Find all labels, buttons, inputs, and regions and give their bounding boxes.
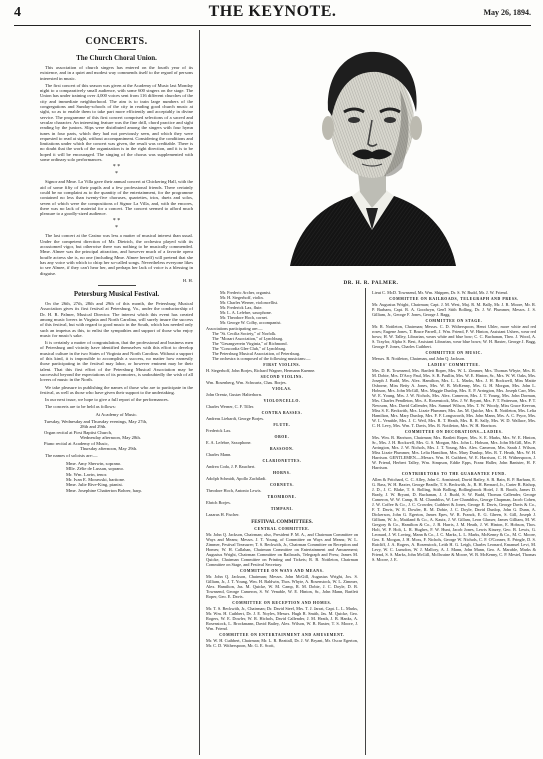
- musicians: Charles Werner, C. F. Tiller.: [206, 404, 254, 409]
- musicians: H. Siegerhoff, John Borjes, Richard Wagner, Hermann Kuenne.: [206, 368, 316, 373]
- page-number: 4: [14, 5, 21, 20]
- left-column: [40, 34, 193, 755]
- musicians: Ehrich Borjes.: [206, 500, 231, 505]
- instrument-heading: FIRST VIOLINS.: [263, 363, 301, 367]
- soloist: Mr. Wm. Lavin, tenor.: [66, 471, 108, 477]
- paragraph: Signor and Mme. La Villa gave their annual concert at Chickering Hall, with the aid of some fifty of their pupils and a few professional friends. There certainly could be no complaint as to the quantity of the entertainment, for the programme contained no less than twenty-five choruses, quartettes, trios, duets and solos, seven of which were the compositions of Signor La Villa, and, with the encores, there was no lack of material for a concert. The concert seemed to afford much pleasure to a goodly-sized audience.: [40, 179, 193, 217]
- instrument-heading: VIOLAS.: [272, 387, 292, 391]
- soloist-list: [40, 461, 193, 493]
- article-title: The Church Choral Union.: [76, 54, 157, 62]
- paragraph: It is certainly a matter of congratulation, that the professional and business men of Petersburg and vicinity have identified themselves with this effort to develop musical culture in the two States of Virginia and North Carolina. Without a support of this kind, it is impossible to accomplish a success, no matter how earnestly those participating in the festival may labor, or however eminent may be their talent. That this first effort of the Petersburg Musical Association may be successful beyond the expectations of its promoters, is undoubtedly the wish of all lovers of music in the North.: [40, 340, 193, 383]
- musicians: E. A. Lefebre, Saxophone.: [206, 440, 252, 445]
- paragraph: The last concert at the Casino was less a matter of musical interest than usual. Under the competent direction of Mr. Dietrich, the orchestra played with its accustomed vigor, but otherwise there was nothing to be musically commended. Mme. Almee was the principal attraction, and however much of a favorite opera bouffe actress she is, no one (including Mme. Almee herself) will pretend that she has any voice with which to chirp her so-called songs. Nevertheless everyone likes to see Almee, if they can't hear her, and perhaps her lack of voice is a blessing in disguise.: [40, 233, 193, 276]
- performer-list: [206, 290, 358, 325]
- musicians: John Orentz, Gustav Halterhorn.: [206, 392, 262, 397]
- orchestra-list: [206, 363, 358, 517]
- association-list: [206, 331, 358, 356]
- musicians: Lazarus H. Fischer.: [206, 512, 240, 517]
- committee-heading: COMMITTEE ON RECEPTION AND HOMES.: [232, 601, 332, 605]
- musicians: Frederick Lax.: [206, 428, 232, 433]
- column-divider: [199, 30, 200, 755]
- committee-heading: LADIES' COMMITTEE.: [427, 363, 481, 367]
- committee-text: Mr. T. S. Beckwith, Jr., Chairman; Dr. David Steel, Mrs. T. J. Jarrat, Capt. L. L. Marks, Mr. Wm. H. Cuthbert, Dr. J. E. Noyles, Messrs. Hugh R. Smith, Jas. M. Quicke, Geo. Rogers, W. E. Dowler, W. R. Hichols, David Callender, J. M. Heath, J. B. Hanks, A. Rosenstock, L. Brockmann, David Bailey, Alex. Wilson, W. B. Baxter, T. S. Moore, J. Wm. Friend.: [206, 606, 358, 631]
- instrument-heading: CONTRA BASSES.: [261, 411, 303, 415]
- committee-text: Mr. John Q. Jackson, Chairman; Messrs. John McGill, Augustus Wright, Jos. S. Gilliam, Jr., J. T. Young, Wm. H. Baldwin, Thos. Whyte, A. Rosenstock, W. L. Zimmer, Alex. Hamilton, Jas. M. Quicke, W. M. Camp, R. M. Dobie, J. C. Doyle, D. B. Townsend, George Cameron, S. W. Venable, W. E. Hinton, Sr., John Mann, Bartlett Roper, Geo. E. Davis.: [206, 574, 358, 599]
- musicians: Andreas Liebardt, George Borjes.: [206, 416, 265, 421]
- page-header: [14, 3, 531, 26]
- instrument-heading: VIOLONCELLO.: [263, 399, 301, 403]
- paragraph: We take pleasure in publishing the names of those who are to participate in the festival, as well as those who have given their support to the undertaking.: [40, 384, 193, 395]
- instrument-heading: FLUTE.: [273, 423, 291, 427]
- committee-heading: COMMITTEE ON MUSIC.: [425, 351, 483, 355]
- right-column-b: [372, 290, 536, 755]
- committee-heading: CENTRAL COMMITTEE.: [254, 527, 310, 531]
- committee-heading: CONTRIBUTORS TO THE GUARANTEE FUND.: [401, 472, 507, 476]
- section-stars: * * *: [112, 218, 121, 232]
- soloist: Mme. Julie Rive-King, pianist.: [66, 482, 123, 488]
- performer: Mr. Theodore Hoch, cornet.: [220, 315, 268, 320]
- section-stars: * * *: [112, 164, 121, 178]
- committee-text: Mrs. D. B. Townsend, Mrs. Bartlett Roper, Mrs. W. L. Zimmer, Mrs. Thomas Whyte, Mrs. R. M. Dobie, Mrs. D'Arcy Paul, Mrs. S. B. Paullin, Mrs. W. E. Hinton, Sr., Mrs. W. W. Oaks, Mrs. Joseph J. Budd, Mrs. Alex. Hamilton, Mrs. L. L. Marks, Mrs. J. H. Bockwell, Miss Mattie Osborne, Miss Betty A. Jones, Mrs. W. B. McKenny, Mrs. G. H. Morgan, Mrs. John L. Hobson, Mrs. John McGill, Mrs. Maggie Dunlop, Mrs. E. P. Arrington, Mrs. Joseph Carr, Mrs. W. E. Young, Mrs. J. W. Nichols, Mrs. Alex. Cameron, Mrs. J. T. Young, Mrs. John Dorman, Mrs. Charles Pendleton, Mrs. A. Rosenstock, Mrs. J. W. Bryant, Mrs. F. T. Patterson, Mrs. P. T. Newsom, Mrs. David Callender, Mrs. Samuel Wilson, Mrs. T. W. Woody, Miss Grace Keevan, Miss S. E. Beckwith, Mrs. Lizzie Plummer, Mrs. Jas. M. Quicke, Mrs. R. Nottleton, Mrs. Lelia Hamilton, Mrs. Mary Dunlop, Mrs. F. F. Longsworth, Mrs. John Mann, Mrs. A. C. Pryor, Mrs. W. L. Venable, Mrs. J. C. Weil, Mrs. R. T. Heath, Mrs. R. R. Sally, Mrs. W. D. Wallace, Mrs. C. H. Levy, Mrs. Wm. T. Davis, Mrs. R. Nottleton, Mrs. W. H. Harrison.: [372, 368, 536, 428]
- musicians: Charles Mann.: [206, 452, 232, 457]
- instrument-heading: BASSOON.: [270, 447, 294, 451]
- committees-title: FESTIVAL COMMITTEES.: [251, 520, 313, 525]
- soloist: Mme. Amy Sherwin, soprano.: [66, 460, 122, 466]
- schedule-place: At Academy of Music.: [95, 411, 138, 417]
- article-title: Petersburg Musical Festival.: [73, 290, 160, 299]
- committee-heading: COMMITTEE ON STAGE.: [425, 319, 483, 323]
- committee-text: Lieut C. McD. Townsend, Mr. Wm. Shippen, Dr. S. W. Budd, Mr. J. W. Friend.: [372, 290, 508, 295]
- instrument-heading: SECOND VIOLINS.: [260, 375, 304, 379]
- association: The "Gesangverein Virginia," of Richmond.: [212, 341, 288, 346]
- instrument-heading: HORNS.: [272, 471, 292, 475]
- instrument-heading: TROMBONE.: [267, 495, 297, 499]
- schedule-line: Thursday afternoon, May 29th.: [80, 446, 138, 452]
- issue-date: May 26, 1894.: [483, 8, 531, 17]
- association: The Petersburg Musical Association, of Petersburg.: [212, 351, 301, 356]
- paragraph: In our next issue, we hope to give a full report of the performances.: [45, 397, 169, 403]
- performer: Mr. Frederick Lax, flute.: [220, 305, 263, 310]
- committee-heading: COMMITTEE ON DECORATIONS—LADIES.: [404, 430, 504, 434]
- performer: Mr. L. A. Lefebre, saxophone.: [220, 310, 272, 315]
- performer: Mr. H. Siegerhoff, violin.: [220, 295, 264, 300]
- performer: Mr. George W. Colby, accompanist.: [220, 320, 282, 325]
- committee-text: Mr. W. H. Cuthbert, Chairman; Mr. L. R. Beattall, Dr. J. W. Bryant, Mr. Oscar Egerton, Mr. C. D. Witherspoon, Mr. G. E. Scott,: [206, 638, 358, 648]
- association: The "Mozart Association," of Lynchburg.: [212, 336, 284, 341]
- newspaper-title: THE KEYNOTE.: [208, 3, 337, 20]
- committee-text: Mr. R. Nottleton, Chairman; Messrs. C. D. Witherspoon, Henri Uhler, more white and red roses; Eugene Jones, T. Bruce Parrell, J. Wm. Friend, F. W. Hinton, Assistant Ushers, wear red bows; H. W. Talley, Librarian, wears white and blue bow; C. C. Buchanan, Theo. J. Wood, A. S. Traylor, Alpha S. Best, Assistant Librarian, wear blue bows; W. H. Baxter, George J. Bagg, George F. Jones, Charles Cuthbert.: [372, 324, 536, 349]
- schedule-line: Organ recital at First Baptist Church,: [44, 429, 113, 435]
- committee-text: Mrs. Wm. B. Harrison, Chairman; Mrs. Bartlett Roper, Mrs. S. E. Marks, Mrs. W. E. Hinton, Sr., Mrs. J. H. Bockwell, Mrs. G. S. Morgan, Mrs. John L. Hobson, Mrs. John McGill, Mrs. P. Arrington, Mrs. J. W. Nichols, Mrs. J. T. Young, Mrs. Alex. Cameron, Mrs. Sarah J. Wilson, Miss Lizzie Plummer, Mrs. Lelia Hamilton, Mrs. Mary Dunlop, Mrs. R. T. Heath, Mrs. W. H. Harrison. GENTLEMEN.—Messrs. Wm. H. Cuthbert, W. E. Harrison, C. H. Witherspoon, J. W. Friend, Herbert Talley, Wm. Simpson, Eddie Epps, Franz Haller, John Banister, H. F. Harrison.: [372, 435, 536, 470]
- divider: [98, 285, 136, 286]
- committee-text: Messrs. R. Nottleton, Chairman, and John Q. Jackson.: [372, 356, 466, 361]
- musicians: Adolph Schmidt, Apollo Zachiladi.: [206, 476, 267, 481]
- soloist: Mlle. Zélie de Lussan, soprano.: [66, 466, 125, 472]
- portrait-engraving: [280, 40, 465, 266]
- musicians: Theodore Hoch, Antonio Lewis.: [206, 488, 262, 493]
- soloist: Mme. Josephine Chatterton Bohrer, harp.: [66, 487, 142, 493]
- instrument-heading: TIMPANI.: [270, 507, 294, 511]
- performer: Mr. Frederic Archer, organist.: [220, 290, 272, 295]
- association: The "Concordia Glee Club," of Lynchburg.: [212, 346, 287, 351]
- committee-heading: COMMITTEE ON WAYS AND MEANS.: [240, 569, 324, 573]
- instrument-heading: CLARIONETTES.: [262, 459, 302, 463]
- musicians: Wm. Rosenberg, Wm. Schwartz, Chas. Borjes.: [206, 380, 287, 385]
- committee-text: Allen & Pritchard, C. C. Alley, John C. Armistead, David Bailey, S. B. Bain, R. P. Barham, E. G. Bass, W. H. Baxter, George Beadle, T. S. Beckwith, Jr., B. H. Bernard, Jr., Carter R. Bishop, J. D., J. C. Blake, T. S. Bolling, Stith Bolling, Bollingbrook Hotel, J. B. Booth, James D. Brady, J. W. Bryant, D. Buchanan, J. J. Budd, S. W. Budd, Thomas Callender, George Cameron, W. W. Camp, R. M. Chambliss, W. Lee Chambliss, George Chapman, Jacob Cohen, J. W. Coffee & Co., J. C. Crowder, Cuthbert & Jones, George E. Davis, George Davis & Co., F. T. Davis, W. E. Dowler, R. M. Dobie, J. C. Doyle, David Dunlop, John G. Dunn, A. Dickerson, John G. Egerton, James Epes, W. R. Franck, E. G. Gheen, S. Gill, Joseph J. Gilliam, W. Jr., Maitland & Co., A. Kautz, J. W. Gillam, Leon Glasser, James Gilliam, M. W. Gregory & Co., Hamilton & Co., J. B. Harris, J. M. Heath, J. W. Hinton, E. Hobson, Thos. Holt, W. P. Holt, L. R. Hughes, F. W. Hunt, Jacob Jones, Lewis Kinzey, Geo. B. Lewis, G. Leonard, J. W. Loving, Mann & Co., J. C. Marks, L. L. Marks, McKenny & Co., M. C. Moore, Geo. E. Morgan, J. H. Moss, F. Nichols, George W. Nichols, C. F. O'Conner, E. Pringle, D. S. Ratcliff, J. A. Rogers, A. Rosenstock, Leith H. G. Leigh, Charles Leonard, Emanuel Levi, M. Levy, W. C. Lunsdon, W. J. Mallory, A. J. Mann, John Mann, Geo. A. Marable, Marks & Friend, S. S. Marks, John McGill, McIlwaine & Moore, W. B. McKenny, C. P. Mestel, Thomas S. Moore, J. E.: [372, 477, 536, 562]
- signature: H. H.: [182, 277, 193, 283]
- schedule-list: [40, 419, 193, 451]
- schedule-line: Wednesday afternoon, May 28th.: [80, 435, 141, 441]
- performer: Mr. Charles Werner, violoncellist.: [220, 300, 279, 305]
- right-column-a: [206, 290, 358, 755]
- committee-heading: COMMITTEE ON RAILROADS, TELEGRAPH AND PRESS.: [389, 297, 519, 301]
- paragraph: The names of soloists are:—: [45, 453, 98, 459]
- instrument-heading: CORNETS.: [269, 483, 295, 487]
- paragraph: The first concert of this season was given at the Academy of Music last Monday night to a comparatively small audience, with some 600 singers on the stage. The Union has under training over 4,000 voices sent from 116 different churches of the city and immediate neighborhood. The aim is to train large numbers of the congregations and Sunday-schools of the city in reading good church music at sight, so as to enable them to take part more efficiently and acceptably in divine service. The programme of this first concert comprised selections of a sacred and secular character. An interesting feature was the fine drill, chord practice and sight reading by the juniors. Slips were distributed among the singers with four hymn tunes in four parts, which they had not previously seen, and which they were requested to read at sight, without accompaniment. Considering the conditions and limitations under which the concert was given, the result was creditable. There is no doubt that the work of the organization is in the right direction, and it is to be hoped it will be encouraged. The singing of the chorus was supplemented with some ordinary solo performances.: [40, 82, 193, 163]
- paragraph: This association of church singers has entered on the fourth year of its existence, and in a quiet and modest way commends itself to the regard of persons interested in music.: [40, 65, 193, 81]
- associations-intro: Associations participating are:—: [206, 326, 263, 331]
- column-divider: [365, 288, 366, 755]
- association: The "St. Cecilia Society," of Norfolk.: [212, 331, 277, 336]
- paragraph: The concerts are to be held as follows:: [45, 404, 116, 410]
- schedule-line: 28th and 29th.: [80, 424, 107, 430]
- committee-heading: COMMITTEE ON ENTERTAINMENT AND AMUSEMENT.: [219, 633, 345, 637]
- instrument-heading: OBOE.: [274, 435, 290, 439]
- section-heading: CONCERTS.: [85, 36, 148, 47]
- schedule-line: Piano recital at Academy of Music,: [44, 440, 109, 446]
- committee-text: Mr. Augustus Wright, Chairman; Capt. J. M. West, Maj. R. M. Bally, Mr. J. R. Moore, Mr. R. P. Barham, Capt. R. A. Goodwyn, Gen'l Stith Bolling, Dr. J. W. Plummer, Messrs. J. S. Gilliam, Jr., George F. Jones, George J. Bagg.: [372, 302, 536, 317]
- orchestra-intro: The orchestra is composed of the following musicians:—: [212, 356, 311, 361]
- divider: [98, 49, 136, 50]
- paragraph: On the 26th, 27th, 28th and 29th of this month, the Petersburg Musical Association gives its first festival at Petersburg, Va., under the conductorship of Dr. H. R. Palmer, Musical Director. The interest which this event has created among music lovers in Virginia and North Carolina, will surely insure the success of this festival, but with regard to good music in the South, which has needed only such an impetus as this, to enlist the sympathies and support of those who enjoy music for music's sake.: [40, 301, 193, 338]
- portrait-caption: DR. H. R. PALMER.: [343, 280, 399, 286]
- soloist: Mr. Ivan E. Morawski, baritone.: [66, 476, 126, 482]
- committee-text: Mr. John Q. Jackson, Chairman; also, President P. M. A., and Chairman Committee on Ways and Means; Messrs. J. T. Young, of Committee on Ways and Means; W. L. Zimmer, Festival Treasurer; T. S. Beckwith, Jr., Chairman Committee on Reception and Homes; W. H. Callahan, Chairman Committee on Entertainment and Amusement; Augustus Wright, Chairman Committee on Railroads, Telegraph and Press; James M. Quicke, Chairman Committee on Printing and Tickets; R. B. Nottleton, Chairman Committee on Stage, and Festival Secretary.: [206, 532, 358, 567]
- musicians: Andrea Coda, J. P. Rauchert.: [206, 464, 256, 469]
- schedule-line: Tuesday, Wednesday and Thursday evenings, May 27th,: [44, 419, 148, 425]
